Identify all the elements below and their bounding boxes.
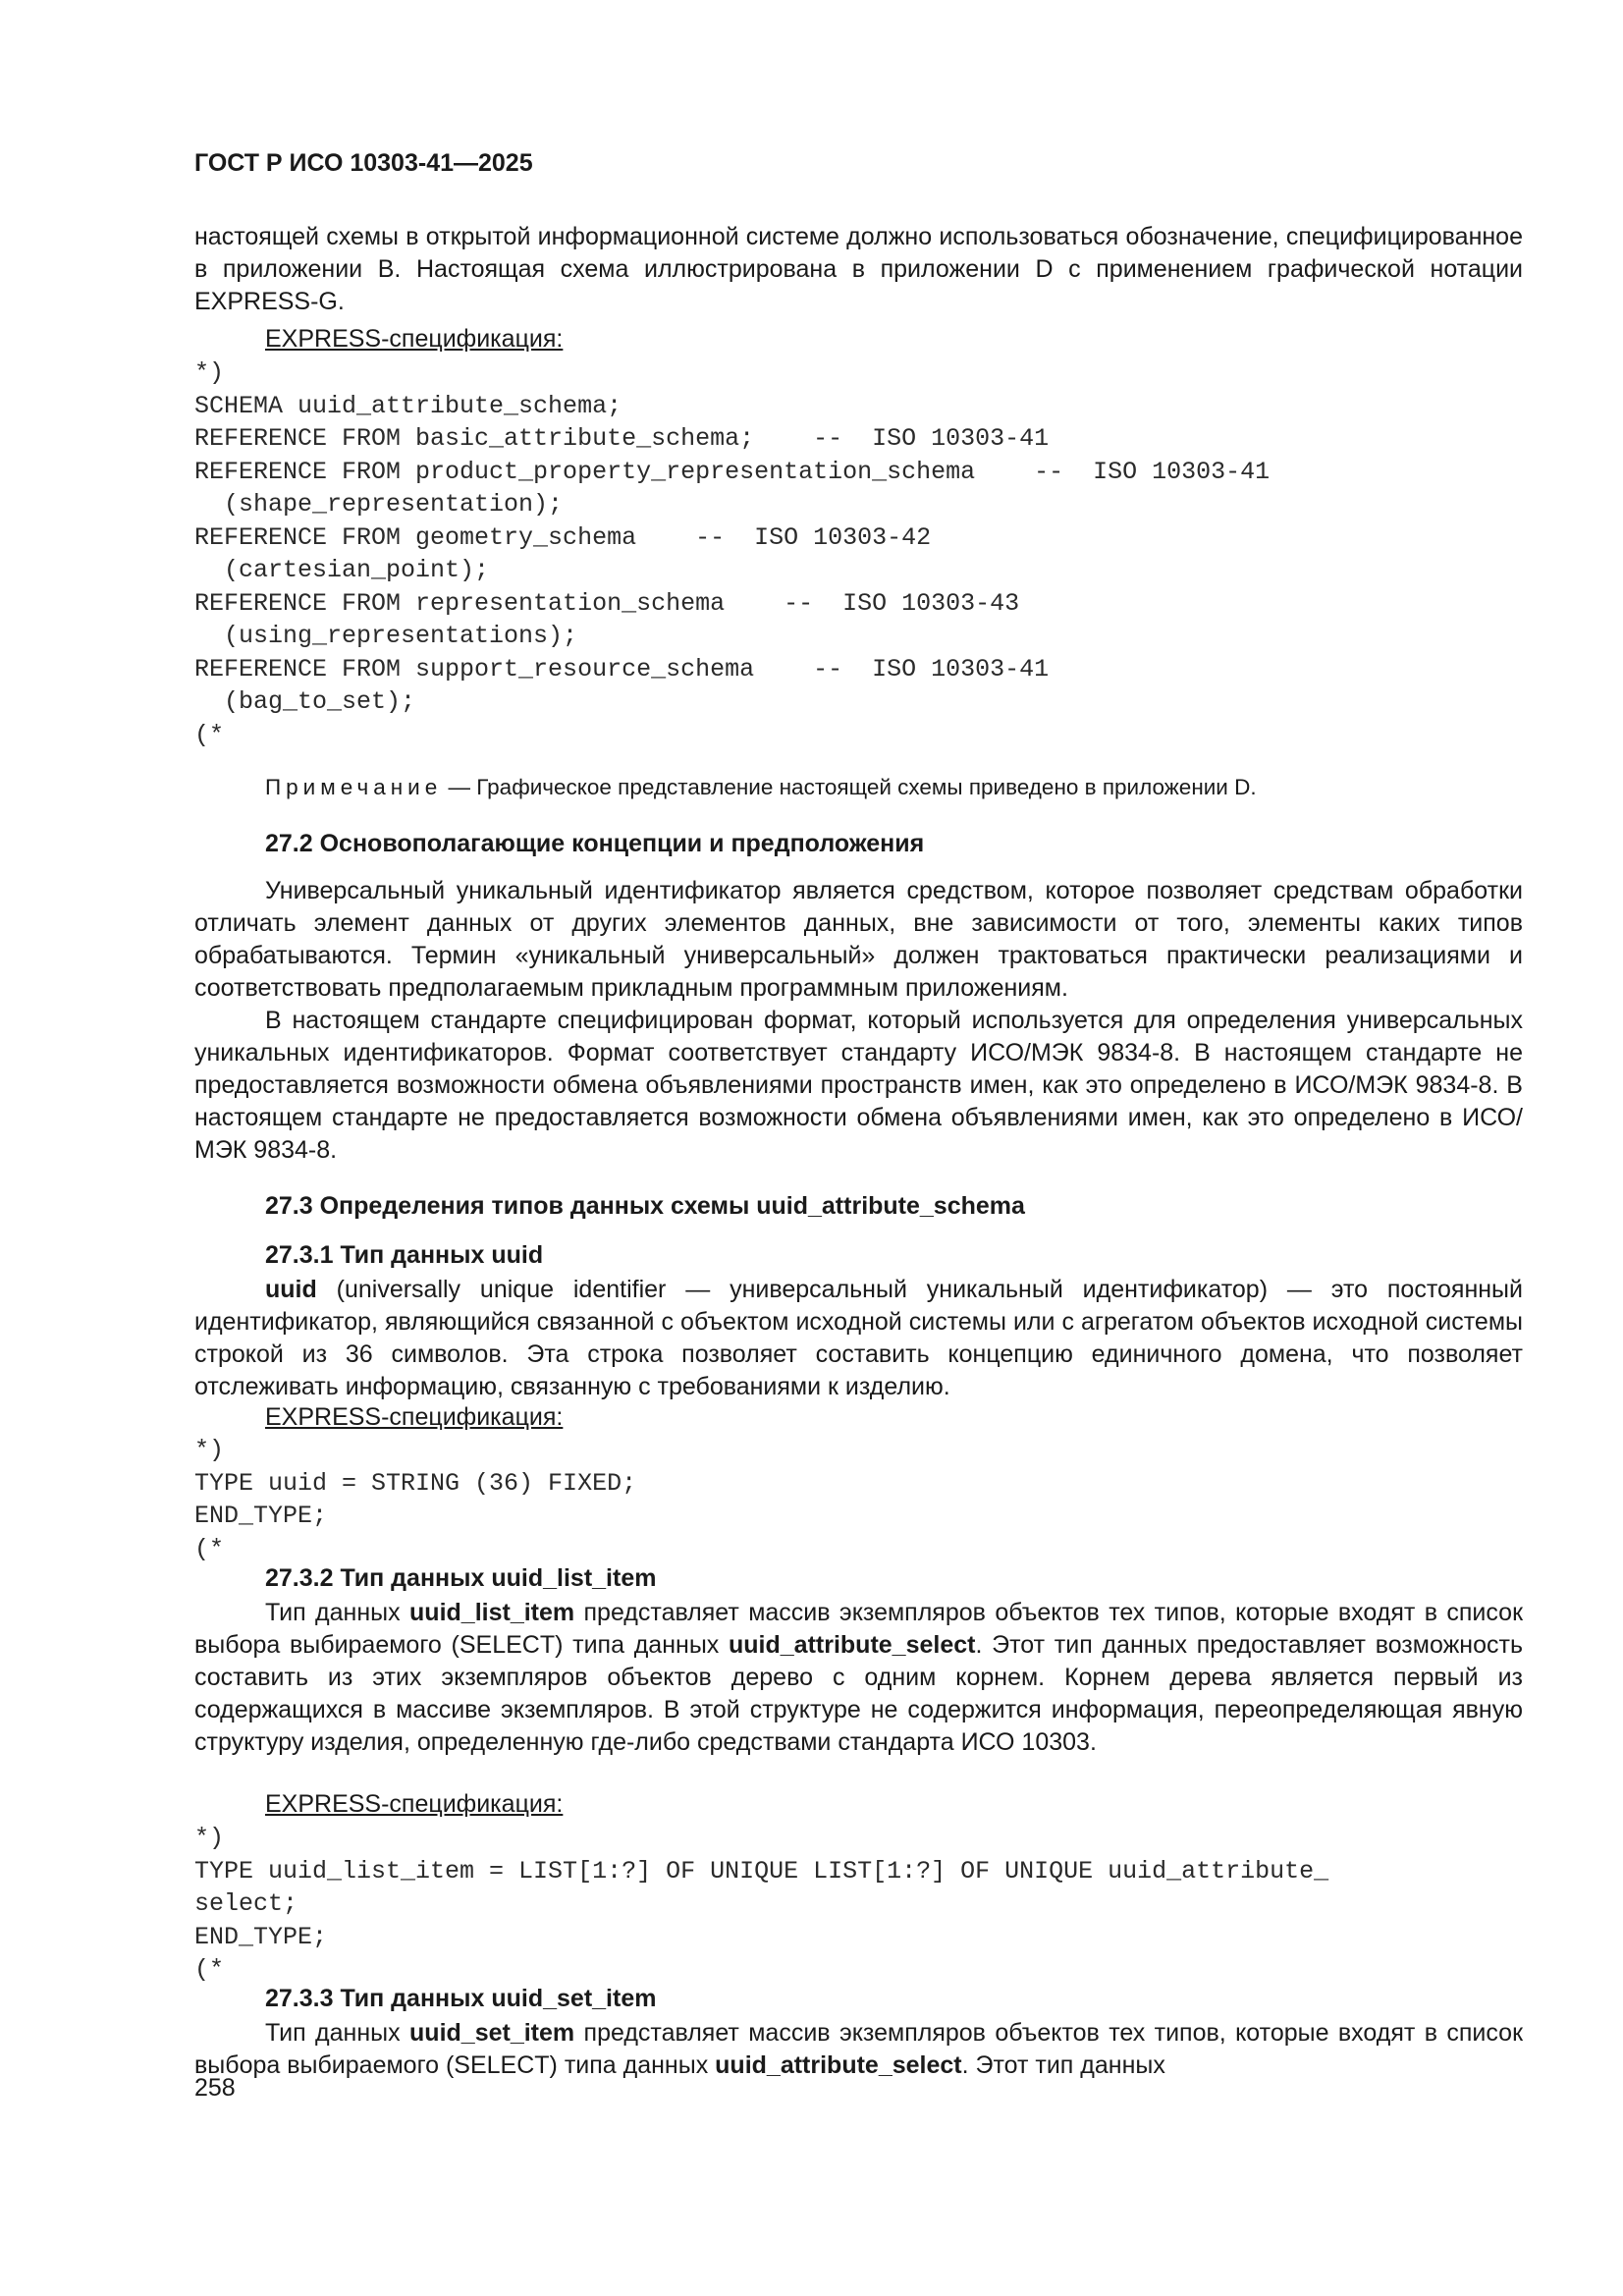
section-heading-27-3-2: 27.3.2 Тип данных uuid_list_item	[265, 1564, 657, 1592]
section-27-3-1-body: uuid (universally unique identifier — универсальный уникальный идентификатор) — это постоянный идентификатор, являющийся связанной с объектом исходной системы или с агрегатом объектов исходной системы строкой из 36 символов. Эта строка позволяет составить концепцию единичного домена, что позволяет отслеживать информацию, связанную с требованиями к изделию.	[194, 1276, 1523, 1400]
section-heading-27-2: 27.2 Основополагающие концепции и предположения	[265, 830, 925, 857]
document-header: ГОСТ Р ИСО 10303-41—2025	[194, 149, 533, 177]
code-line: TYPE uuid_list_item = LIST[1:?] OF UNIQUE LIST[1:?] OF UNIQUE uuid_attribute_	[194, 1856, 1329, 1886]
express-spec-label: EXPRESS-спецификация:	[265, 325, 564, 353]
code-line: (*	[194, 1955, 225, 1984]
code-line: REFERENCE FROM basic_attribute_schema; -- ISO 10303-41	[194, 424, 1050, 453]
code-line: END_TYPE;	[194, 1502, 328, 1530]
code-line: (*	[194, 1534, 225, 1563]
section-heading-27-3-3: 27.3.3 Тип данных uuid_set_item	[265, 1985, 657, 2012]
express-spec-label: EXPRESS-спецификация:	[265, 1403, 564, 1431]
code-line: select;	[194, 1889, 298, 1918]
note-label: Примечание	[265, 775, 443, 799]
code-line: END_TYPE;	[194, 1922, 328, 1951]
code-line: SCHEMA uuid_attribute_schema;	[194, 391, 622, 420]
code-line: *)	[194, 1824, 225, 1852]
note	[265, 775, 1257, 800]
code-line: (shape_representation);	[194, 490, 564, 519]
code-line: REFERENCE FROM product_property_representation_schema -- ISO 10303-41	[194, 457, 1271, 486]
express-spec-label: EXPRESS-спецификация:	[265, 1790, 564, 1818]
uuid-code-block	[194, 1434, 636, 1565]
term-uuid-list-item: uuid_list_item	[409, 1599, 575, 1626]
code-line: (using_representations);	[194, 622, 578, 650]
intro-paragraph: настоящей схемы в открытой информационной системе должно использоваться обозначение, специфицированное в приложении B. Настоящая схема иллюстрирована в приложении D с применением графической нотации EXPRESS-G.	[194, 223, 1523, 315]
term-uuid-attribute-select: uuid_attribute_select	[729, 1631, 976, 1659]
note-text: Графическое представление настоящей схемы приведено в приложении D.	[476, 775, 1257, 799]
section-27-2-body	[194, 875, 1523, 1167]
code-line: TYPE uuid = STRING (36) FIXED;	[194, 1468, 637, 1498]
code-line: *)	[194, 358, 225, 387]
uuid-list-item-code-block	[194, 1822, 1328, 1987]
code-line: REFERENCE FROM support_resource_schema -- ISO 10303-41	[194, 654, 1050, 683]
section-27-3-2-body: Тип данных uuid_list_item представляет массив экземпляров объектов тех типов, которые входят в список выбора выбираемого (SELECT) типа данных uuid_attribute_select. Этот тип данных предоставляет возможность составить из этих экземпляров объектов дерево с одним корнем. Корнем дерева является первый из содержащихся в массиве экземпляров. В этой структуре не содержится информация, переопределяющая явную структуру изделия, определенную где-либо средствами стандарта ИСО 10303.	[194, 1599, 1524, 1756]
page-number: 258	[194, 2074, 236, 2102]
code-line: *)	[194, 1436, 225, 1464]
term-uuid-attribute-select: uuid_attribute_select	[715, 2051, 962, 2079]
section-heading-27-3: 27.3 Определения типов данных схемы uuid_attribute_schema	[265, 1192, 1025, 1220]
section-heading-27-3-1: 27.3.1 Тип данных uuid	[265, 1241, 544, 1269]
note-dash: —	[442, 775, 477, 799]
paragraph: Универсальный уникальный идентификатор является средством, которое позволяет средствам обработки отличать элемент данных от других элементов данных, вне зависимости от того, элементы каких типов обрабатываются. Термин «уникальный универсальный» должен трактоваться практически реализациями и соответствовать предполагаемым прикладным программным приложениям.	[194, 877, 1523, 1002]
paragraph: В настоящем стандарте специфицирован формат, который используется для определения универсальных уникальных идентификаторов. Формат соответствует стандарту ИСО/МЭК 9834-8. В настоящем стандарте не предоставляется возможности обмена объявлениями пространств имен, как это определено в ИСО/МЭК 9834-8. В настоящем стандарте не предоставляется возможности обмена объявлениями имен, как это определено в ИСО/МЭК 9834-8.	[194, 1007, 1523, 1164]
code-line: (bag_to_set);	[194, 687, 416, 716]
code-line: REFERENCE FROM geometry_schema -- ISO 10303-42	[194, 522, 932, 552]
term-uuid-set-item: uuid_set_item	[409, 2019, 575, 2047]
code-line: (cartesian_point);	[194, 556, 490, 584]
term-uuid: uuid	[265, 1276, 317, 1303]
schema-code-block	[194, 356, 1270, 751]
code-line: REFERENCE FROM representation_schema -- ISO 10303-43	[194, 588, 1020, 618]
section-27-3-3-body: Тип данных uuid_set_item представляет массив экземпляров объектов тех типов, которые входят в список выбора выбираемого (SELECT) типа данных uuid_attribute_select. Этот тип данных	[194, 2019, 1524, 2079]
code-line: (*	[194, 720, 225, 749]
